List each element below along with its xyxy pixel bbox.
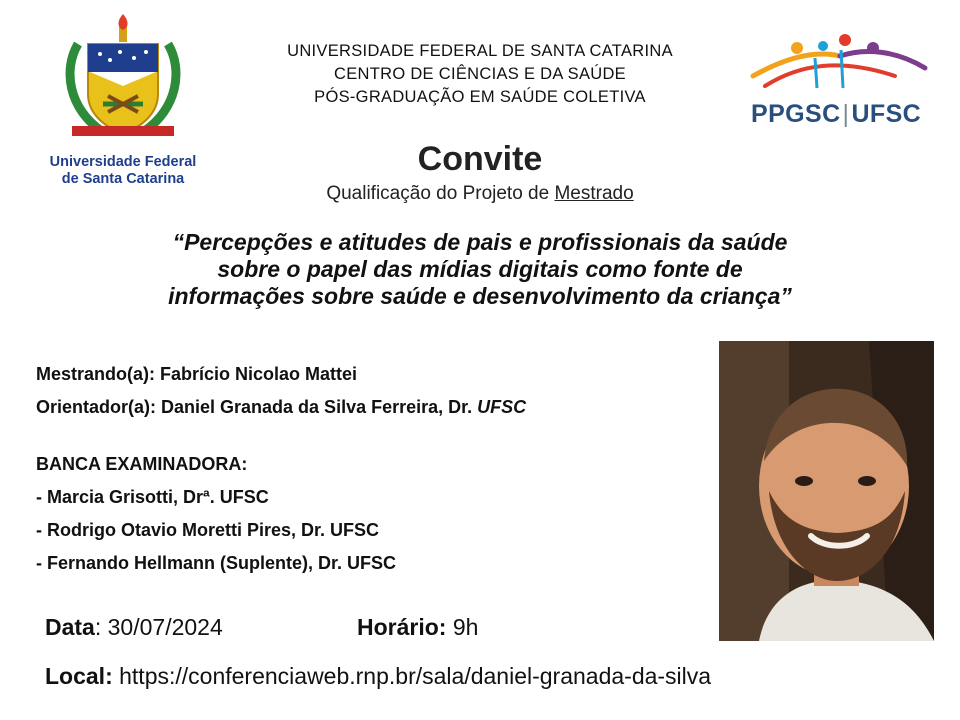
- subtitle-degree: Mestrado: [554, 183, 634, 204]
- student-line: Mestrando(a): Fabrício Nicolao Mattei: [36, 364, 358, 384]
- ppgsc-figures-icon: [745, 28, 940, 98]
- subtitle-prefix: Qualificação do Projeto de: [326, 183, 555, 204]
- ppgsc-wordmark-left: PPGSC: [751, 100, 841, 128]
- ufsc-coat-of-arms-icon: [58, 14, 188, 144]
- invite-title: Convite: [417, 140, 543, 178]
- thesis-line-3: informações sobre saúde e desenvolvimento da criança”: [168, 283, 792, 309]
- ppgsc-wordmark: [751, 100, 921, 129]
- date-label: Data: [45, 614, 95, 640]
- student-photo: [719, 341, 934, 641]
- portrait-icon: [719, 341, 934, 641]
- location-line: [45, 663, 711, 690]
- ppgsc-logo: [745, 28, 940, 138]
- ppgsc-wordmark-right: UFSC: [851, 100, 922, 128]
- thesis-line-2: sobre o papel das mídias digitais como fonte de: [217, 256, 743, 282]
- location-label: Local:: [45, 663, 113, 689]
- advisor-institution: UFSC: [477, 397, 527, 417]
- ppgsc-wordmark-separator: |: [842, 100, 850, 128]
- board-heading: BANCA EXAMINADORA:: [36, 454, 248, 474]
- time-value: 9h: [446, 614, 479, 640]
- advisor-text: Orientador(a): Daniel Granada da Silva Ferreira, Dr.: [36, 397, 478, 417]
- time-line: [357, 614, 478, 641]
- meeting-link[interactable]: https://conferenciaweb.rnp.br/sala/daniel-granada-da-silva: [112, 663, 712, 689]
- institution-header: [224, 40, 736, 109]
- thesis-title: [60, 229, 900, 310]
- ufsc-name-line1: Universidade Federal: [49, 154, 197, 170]
- board-member: - Rodrigo Otavio Moretti Pires, Dr. UFSC: [36, 520, 380, 540]
- ufsc-name-line2: de Santa Catarina: [61, 171, 185, 187]
- invite-subtitle: [0, 183, 960, 205]
- date-line: [45, 614, 223, 641]
- date-value: : 30/07/2024: [94, 614, 223, 640]
- header-line-university: UNIVERSIDADE FEDERAL DE SANTA CATARINA: [287, 42, 673, 60]
- advisor-line: [36, 395, 526, 428]
- header-line-program: PÓS-GRADUAÇÃO EM SAÚDE COLETIVA: [314, 88, 646, 106]
- header-line-center: CENTRO DE CIÊNCIAS E DA SAÚDE: [333, 65, 626, 83]
- time-label: Horário:: [357, 614, 447, 640]
- board-member: - Marcia Grisotti, Drª. UFSC: [36, 487, 269, 507]
- thesis-line-1: “Percepções e atitudes de pais e profissionais da saúde: [172, 229, 788, 255]
- board-member: - Fernando Hellmann (Suplente), Dr. UFSC: [36, 553, 397, 573]
- people-info: [36, 362, 526, 584]
